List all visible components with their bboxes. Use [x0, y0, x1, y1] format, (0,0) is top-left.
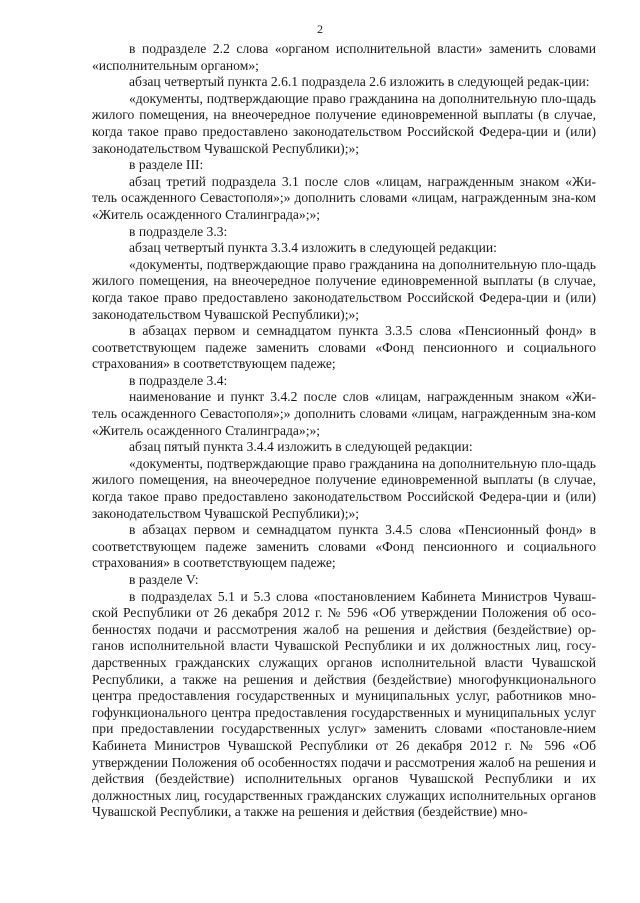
paragraph: в подразделе 3.3: — [129, 223, 228, 239]
document-body — [92, 41, 596, 821]
paragraph: абзац четвертый пункта 3.3.4 изложить в следующей редакции: — [129, 240, 497, 256]
paragraph: в разделе V: — [129, 572, 199, 587]
paragraph: в подразделе 3.4: — [129, 372, 228, 388]
paragraph: абзац пятый пункта 3.4.4 изложить в следующей редакции: — [129, 439, 473, 455]
paragraph: «документы, подтверждающие право гражданина на дополнительную пло-щадь жилого помещения, на внеочередное получение единовременной выплаты (в случае, когда такое право предоставлено законодательством Российской Федера-ции и (или) законодательством Чувашской Республики);»; — [92, 256, 596, 322]
paragraph: абзац третий подраздела 3.1 после слов «лицам, награжденным знаком «Жи-тель осажденного Севастополя»;» дополнить словами «лицам, награжденным зна-ком «Житель осажденного Сталинграда»;»; — [92, 173, 596, 222]
paragraph: в разделе III: — [129, 157, 204, 173]
paragraph: в подразделе 2.2 слова «органом исполнительной власти» заменить словами «исполнительным органом»; — [92, 41, 596, 73]
paragraph: наименование и пункт 3.4.2 после слов «лицам, награжденным знаком «Жи-тель осажденного Севастополя»;» дополнить словами «лицам, награжденным зна-ком «Житель осажденного Сталинграда»;»; — [92, 389, 596, 438]
page-number: 2 — [317, 22, 323, 36]
paragraph: «документы, подтверждающие право гражданина на дополнительную пло-щадь жилого помещения, на внеочередное получение единовременной выплаты (в случае, когда такое право предоставлено законодательством Российской Федера-ции и (или) законодательством Чувашской Республики);»; — [92, 455, 596, 521]
paragraph: абзац четвертый пункта 2.6.1 подраздела 2.6 изложить в следующей редак-ции: — [129, 74, 590, 90]
paragraph: в подразделах 5.1 и 5.3 слова «постановлением Кабинета Министров Чуваш-ской Республики от 26 декабря 2012 г. № 596 «Об утверждении Положения об осо-бенностях подачи и рассмотрения жалоб на решения и действия (бездействие) ор-ганов исполнительной власти Чувашской Республики и их должностных лиц, госу-дарственных гражданских служащих органов исполнительной власти Чувашской Республики, а также на решения и действия (бездействие) многофункционального центра предоставления государственных и муниципальных услуг, работников мно-гофункционального центра предоставления государственных и муниципальных услуг при предоставлении государственных услуг» заменить словами «постановле-нием Кабинета Министров Чувашской Республики от 26 декабря 2012 г. № 596 «Об утверждении Положения об особенностях подачи и рассмотрения жалоб на решения и действия (бездействие) исполнительных органов Чувашской Республики и их должностных лиц, государственных гражданских служащих исполнительных органов Чувашской Республики, а также на решения и действия (бездействие) мно- — [92, 588, 596, 820]
paragraph: в абзацах первом и семнадцатом пункта 3.4.5 слова «Пенсионный фонд» в соответствующем падеже заменить словами «Фонд пенсионного и социального страхования» в соответствующем падеже; — [92, 522, 596, 571]
paragraph: «документы, подтверждающие право гражданина на дополнительную пло-щадь жилого помещения, на внеочередное получение единовременной выплаты (в случае, когда такое право предоставлено законодательством Российской Федера-ции и (или) законодательством Чувашской Республики);»; — [92, 90, 596, 156]
paragraph: в абзацах первом и семнадцатом пункта 3.3.5 слова «Пенсионный фонд» в соответствующем падеже заменить словами «Фонд пенсионного и социального страхования» в соответствующем падеже; — [92, 323, 596, 372]
